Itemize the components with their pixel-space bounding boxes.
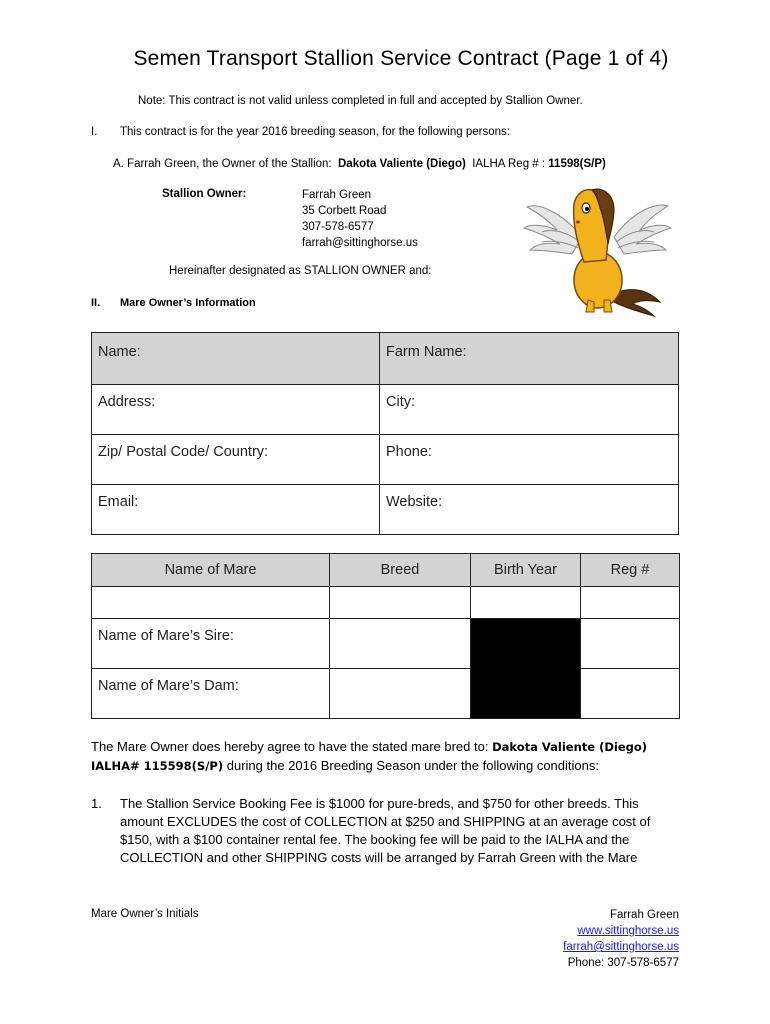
city-field[interactable]: City: [380,385,679,435]
footer-phone: Phone: 307-578-6577 [567,957,679,969]
footer-name: Farrah Green [609,909,679,921]
dam-reg-input[interactable] [581,669,680,719]
stallion-owner-phone: 307-578-6577 [302,221,374,233]
footer-contact [563,907,679,971]
footer-website-link[interactable]: www.sittinghorse.us [577,925,679,937]
col-header-reg: Reg # [581,554,680,587]
table-row [92,485,679,535]
sire-breed-input[interactable] [330,619,471,669]
table-row [92,587,680,619]
col-header-breed: Breed [330,554,471,587]
mare-owner-info-table [91,332,679,535]
condition-1-number: 1. [91,796,102,811]
ialha-label: IALHA Reg # : [472,158,546,170]
section-1-number: I. [91,126,98,138]
sire-name-field[interactable]: Name of Mare’s Sire: [92,619,330,669]
condition-1-text: The Stallion Service Booking Fee is $1000 for pure-breds, and $750 for other breeds. This amount EXCLUDES the cost of COLLECTION at $250 and SHIPPING at an average cost of $150, with a $100 container rental fee. The booking fee will be paid to the IALHA and the COLLECTION and other SHIPPING costs will be arranged by Farrah Green with the Mare [120,796,651,865]
subsection-a-prefix: A. Farrah Green, the Owner of the Stallion: [113,158,332,170]
table-row [92,385,679,435]
website-field[interactable]: Website: [380,485,679,535]
agreement-line-2 [91,758,599,773]
stallion-owner-address: 35 Corbett Road [302,205,387,217]
agreement-prefix: The Mare Owner does hereby agree to have the stated mare bred to: [91,739,489,754]
col-header-mare-name: Name of Mare [92,554,330,587]
section-2-heading: Mare Owner’s Information [120,297,256,309]
address-field[interactable]: Address: [92,385,380,435]
section-2-number: II. [91,297,101,309]
table-row [92,435,679,485]
mare-breed-input[interactable] [330,587,471,619]
dam-breed-input[interactable] [330,669,471,719]
name-field[interactable]: Name: [92,333,380,385]
agreement-stallion-name: Dakota Valiente (Diego) [492,740,648,754]
agreement-year: 2016 [288,758,318,773]
table-header-row [92,554,680,587]
agreement-mid: during the [226,758,285,773]
stallion-name: Dakota Valiente (Diego) [338,158,466,170]
sire-reg-input[interactable] [581,619,680,669]
mare-info-table [91,553,680,719]
table-row [92,619,680,669]
phone-field[interactable]: Phone: [380,435,679,485]
email-field[interactable]: Email: [92,485,380,535]
table-row [92,333,679,385]
stallion-owner-label: Stallion Owner: [162,188,247,200]
mare-owner-initials-label: Mare Owner’s Initials [91,908,199,920]
mare-name-input[interactable] [92,587,330,619]
subsection-a [113,158,606,170]
agreement-reg: IALHA# 115598(S/P) [91,759,224,773]
stallion-reg-number: 11598(S/P) [548,158,606,170]
farm-name-field[interactable]: Farm Name: [380,333,679,385]
dam-name-field[interactable]: Name of Mare’s Dam: [92,669,330,719]
blacked-out-cell [471,619,581,719]
footer-email-link[interactable]: farrah@sittinghorse.us [563,941,679,953]
agreement-line-1 [91,739,647,754]
table-row [92,669,680,719]
page-title: Semen Transport Stallion Service Contract (Page 1 of 4) [133,47,669,70]
validity-note: Note: This contract is not valid unless completed in full and accepted by Stallion Owner. [138,95,583,107]
stallion-owner-email: farrah@sittinghorse.us [302,237,418,249]
stallion-owner-name: Farrah Green [302,189,372,201]
section-1-text: This contract is for the year 2016 breeding season, for the following persons: [120,126,510,138]
zip-country-field[interactable]: Zip/ Postal Code/ Country: [92,435,380,485]
mare-birth-year-input[interactable] [471,587,581,619]
winged-horse-logo-icon [522,182,672,317]
mare-reg-input[interactable] [581,587,680,619]
agreement-suffix: Breeding Season under the following conditions: [320,758,599,773]
col-header-birth-year: Birth Year [471,554,581,587]
stallion-owner-contact [302,187,418,251]
hereinafter-text: Hereinafter designated as STALLION OWNER and: [169,265,432,277]
